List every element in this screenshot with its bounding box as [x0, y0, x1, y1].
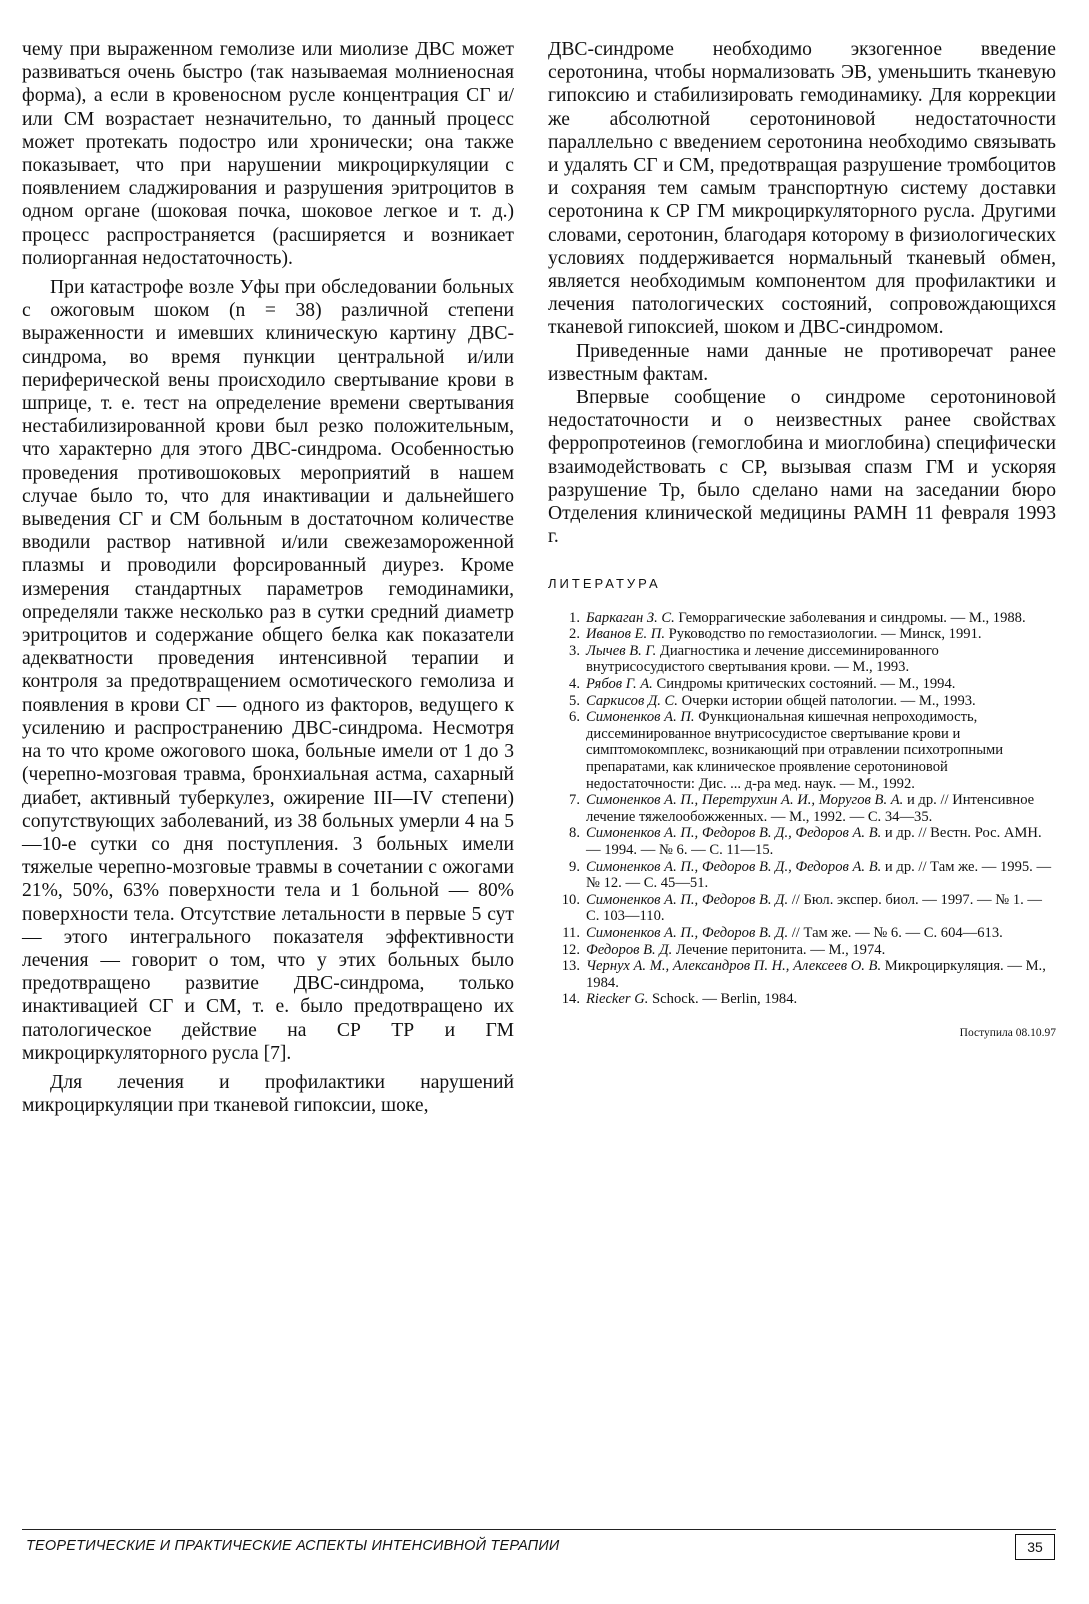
reference-authors: Саркисов Д. С. [586, 692, 678, 709]
right-column [548, 38, 1056, 1045]
reference-item [548, 925, 1056, 942]
reference-item [548, 991, 1056, 1008]
reference-number: 13. [561, 958, 580, 975]
journal-title: ТЕОРЕТИЧЕСКИЕ И ПРАКТИЧЕСКИЕ АСПЕКТЫ ИНТЕНСИВНОЙ ТЕРАПИИ [26, 1538, 560, 1554]
reference-text: и др. // Интенсивное лечение тяжелообожженных. — М., 1992. — С. 34—35. [586, 792, 1035, 825]
page-number: 35 [1015, 1534, 1055, 1560]
reference-authors: Баркаган З. С. [586, 609, 675, 626]
reference-number: 12. [561, 941, 580, 958]
reference-number: 11. [562, 924, 580, 941]
reference-text: Schock. — Berlin, 1984. [648, 991, 798, 1008]
reference-item [548, 892, 1056, 925]
reference-number: 1. [569, 609, 580, 626]
left-column [22, 38, 514, 1117]
reference-number: 8. [569, 825, 580, 842]
reference-text: Очерки истории общей патологии. — М., 1993. [677, 692, 976, 709]
reference-text: Функциональная кишечная непроходимость, диссеминированное внутрисосудистое свертывание крови и симптомокомплекс, возникающий при отравлении психотропными препаратами, как клиническое проявление серотониновой недостаточности: Дис. ... д-ра мед. наук. — М., 1992. [586, 709, 1004, 792]
reference-text: // Там же. — № 6. — С. 604—613. [788, 924, 1003, 941]
reference-authors: Симоненков А. П., Федоров В. Д. [586, 924, 789, 941]
reference-number: 10. [561, 891, 580, 908]
reference-text: и др. // Вестн. Рос. АМН. — 1994. — № 6. — С. 11—15. [586, 825, 1042, 858]
reference-number: 6. [569, 709, 580, 726]
reference-text: Микроциркуляция. — М., 1984. [586, 958, 1046, 991]
reference-item [548, 709, 1056, 792]
reference-number: 4. [569, 676, 580, 693]
reference-authors: Симоненков А. П., Федоров В. Д., Федоров А. В. [586, 825, 882, 842]
reference-authors: Симоненков А. П., Федоров В. Д. [586, 891, 789, 908]
reference-list [548, 610, 1056, 1008]
reference-number: 9. [569, 858, 580, 875]
reference-number: 7. [569, 792, 580, 809]
right-paragraph-1: ДВС-синдроме необходимо экзогенное введение серотонина, чтобы нормализовать ЭВ, уменьшить тканевую гипоксию и стабилизировать гемодинамику. Для коррекции же абсолютной серотониновой недостаточности параллельно с введением серотонина необходимо связывать и удалять СГ и СМ, предотвращая разрушение тромбоцитов и сохраняя тем самым транспортную систему доставки серотонина к СР ГМ микроциркуляторного русла. Другими словами, серотонин, благодаря которому в физиологических условиях поддерживается нормальный тканевый обмен, является необходимым компонентом для профилактики и лечения патологических состояний, сопровождающихся тканевой гипоксией, шоком и ДВС-синдромом. [548, 39, 1056, 339]
right-paragraph-3: Впервые сообщение о синдроме серотониновой недостаточности и о неизвестных ранее свойствах ферропротеинов (гемоглобина и миоглобина) специфически взаимодействовать с СР, вызывая спазм ГМ и ускоряя разрушение Тр, было сделано нами на заседании бюро Отделения клинической медицины РАМН 11 февраля 1993 г. [548, 387, 1056, 548]
reference-number: 14. [561, 991, 580, 1008]
reference-item [548, 676, 1056, 693]
received-date: Поступила 08.10.97 [959, 1026, 1056, 1039]
reference-text: Диагностика и лечение диссеминированного внутрисосудистого свертывания крови. — М., 1993. [586, 642, 939, 676]
reference-authors: Федоров В. Д. [586, 941, 673, 958]
reference-item [548, 958, 1056, 991]
reference-authors: Иванов Е. П. [586, 626, 665, 643]
reference-authors: Симоненков А. П. [586, 709, 695, 726]
reference-text: и др. // Там же. — 1995. — № 12. — С. 45—51. [586, 858, 1052, 892]
reference-text: Руководство по гемостазиологии. — Минск, 1991. [665, 626, 982, 643]
reference-item [548, 825, 1056, 858]
reference-item [548, 859, 1056, 892]
reference-text: // Бюл. экспер. биол. — 1997. — № 1. — С. 103—110. [586, 891, 1043, 925]
reference-item [548, 792, 1056, 825]
reference-item [548, 610, 1056, 627]
right-paragraph-2: Приведенные нами данные не противоречат ранее известным фактам. [548, 340, 1056, 385]
reference-authors: Чернух А. М., Александров П. Н., Алексеев О. В. [586, 958, 882, 975]
reference-authors: Симоненков А. П., Федоров В. Д., Федоров А. В. [586, 858, 882, 875]
footer-rule [22, 1529, 1056, 1530]
reference-item [548, 942, 1056, 959]
reference-number: 2. [569, 626, 580, 643]
reference-text: Геморрагические заболевания и синдромы. — М., 1988. [674, 609, 1026, 626]
left-paragraph-2: При катастрофе возле Уфы при обследовании больных с ожоговым шоком (n = 38) различной степени выраженности и имевших клиническую картину ДВС-синдрома, во время пункции центральной и/или периферической вены происходило свертывание крови в шприце, т. е. тест на определение времени свертывания нестабилизированной крови был резко положительным, что характерно для этого ДВС-синдрома. Особенностью проведения противошоковых мероприятий в нашем случае было то, что для инактивации и дальнейшего выведения СГ и СМ больным в достаточном количестве вводили раствор нативной и/или свежезамороженной плазмы и проводили форсированный диурез. Кроме измерения стандартных параметров гемодинамики, определяли также несколько раз в сутки средний диаметр эритроцитов и содержание общего белка как показатели адекватности проведения интенсивной терапии и контроля за предотвращением осмотического гемолиза и появления в крови СГ — одного из факторов, ведущего к усилению и распространению ДВС-синдрома. Несмотря на то что кроме ожогового шока, больные имели от 1 до 3 (черепно-мозговая травма, бронхиальная астма, сахарный диабет, активный туберкулез, ожирение III—IV степени) сопутствующих заболеваний, из 38 больных умерли 4 на 5—10-е сутки со дня поступления. 3 больных имели тяжелые черепно-мозговые травмы в сочетании с ожогами 21%, 50%, 63% поверхности тела и 1 больной — 80% поверхности тела. Отсутствие летальности в первые 5 сут — этого интегрального показателя эффективности лечения — говорит о том, что у этих больных было предотвращено развитие ДВС-синдрома, только инактивацией СГ и СМ, т. е. было предотвращено их патологическое действие на СР ТР и ГМ микроциркуляторного русла [7]. [22, 277, 514, 1064]
reference-item [548, 693, 1056, 710]
reference-text: Лечение перитонита. — М., 1974. [672, 941, 886, 958]
left-paragraph-1: чему при выраженном гемолизе или миолизе ДВС может развиваться очень быстро (так называемая молниеносная форма), а если в кровеносном русле концентрация СГ и/или СМ возрастает незначительно, то данный процесс может протекать подостро или хронически; она также показывает, что при нарушении микроциркуляции с появлением сладжирования и разрушения эритроцитов в одном органе (шоковая почка, шоковое легкое и т. д.) процесс распространяется (расширяется и возникает полиорганная недостаточность). [22, 39, 514, 269]
reference-item [548, 643, 1056, 676]
reference-text: Синдромы критических состояний. — М., 1994. [652, 676, 956, 693]
reference-item [548, 626, 1056, 643]
reference-number: 5. [569, 692, 580, 709]
reference-number: 3. [569, 642, 580, 659]
reference-authors: Лычев В. Г. [586, 642, 657, 659]
left-paragraph-3: Для лечения и профилактики нарушений микроциркуляции при тканевой гипоксии, шоке, [22, 1071, 514, 1117]
reference-authors: Riecker G. [586, 991, 649, 1008]
reference-authors: Симоненков А. П., Перетрухин А. И., Моругов В. А. [586, 792, 904, 809]
literature-heading: ЛИТЕРАТУРА [548, 576, 661, 592]
reference-authors: Рябов Г. А. [586, 676, 653, 693]
